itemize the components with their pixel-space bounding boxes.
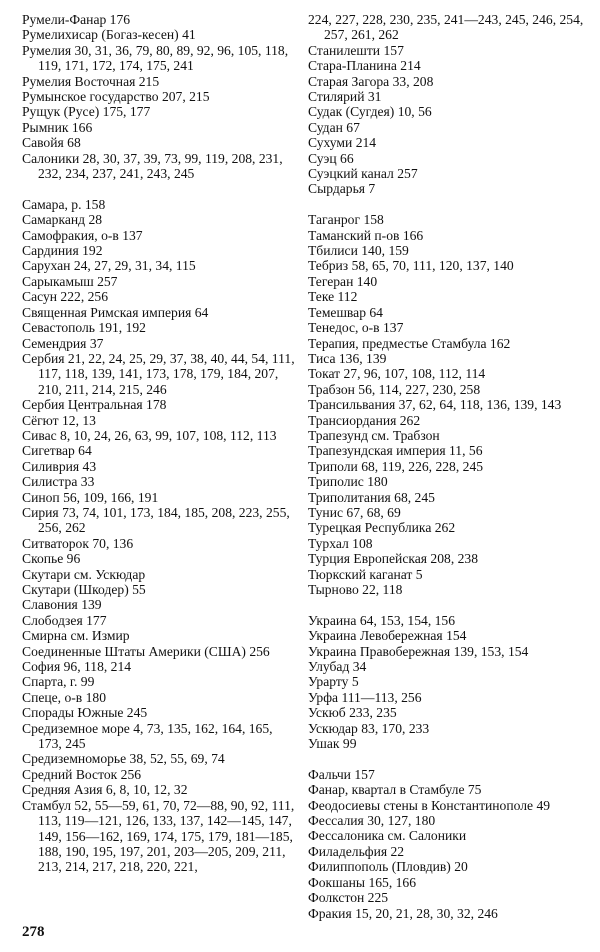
- index-entry: Сарыкамыш 257: [22, 273, 118, 289]
- index-entry: Урфа 111—113, 256: [308, 689, 422, 705]
- index-entry: Ускюдар 83, 170, 233: [308, 720, 430, 736]
- index-entry: Скутари см. Ускюдар: [22, 566, 146, 582]
- index-entry: Тюркский каганат 5: [308, 566, 423, 582]
- index-entry: Украина Правобережная 139, 153, 154: [308, 643, 529, 659]
- index-entry: Тегеран 140: [308, 273, 378, 289]
- index-entry: Фокшаны 165, 166: [308, 874, 417, 890]
- index-entry: Триполитания 68, 245: [308, 489, 435, 505]
- index-entry: Семендрия 37: [22, 335, 104, 351]
- index-entry: Фанар, квартал в Стамбуле 75: [308, 782, 482, 798]
- index-entry: Силиврия 43: [22, 458, 97, 474]
- index-entry: Румелихисар (Богаз-кесен) 41: [22, 27, 196, 43]
- index-entry: Средиземноморье 38, 52, 55, 69, 74: [22, 751, 225, 767]
- index-entry: Самарканд 28: [22, 212, 103, 228]
- index-entry: Трапезундская империя 11, 56: [308, 443, 483, 459]
- index-entry: Тенедос, о-в 137: [308, 320, 404, 336]
- index-entry: Рущук (Русе) 175, 177: [22, 104, 151, 120]
- index-entry: Филадельфия 22: [308, 843, 405, 859]
- index-entry: Севастополь 191, 192: [22, 320, 146, 336]
- index-entry: Турецкая Республика 262: [308, 520, 456, 536]
- index-entry: Таганрог 158: [308, 212, 384, 228]
- index-entry: Сербия Центральная 178: [22, 397, 167, 413]
- index-entry: Теке 112: [308, 289, 358, 305]
- index-entry: Тебриз 58, 65, 70, 111, 120, 137, 140: [308, 258, 514, 274]
- index-entry: Савойя 68: [22, 135, 81, 151]
- index-entry: Самофракия, о-в 137: [22, 227, 143, 243]
- letter-gap: [308, 751, 593, 766]
- index-entry: Румынское государство 207, 215: [22, 89, 210, 105]
- index-entry: София 96, 118, 214: [22, 659, 132, 675]
- index-entry: Скутари (Шкодер) 55: [22, 582, 146, 598]
- letter-gap: [22, 181, 297, 196]
- index-entry: Стамбул 52, 55—59, 61, 70, 72—88, 90, 92, 111, 113, 119—121, 126, 133, 137, 142—145, 147, 149, 156—162, 169, 174, 175, 179, 181—185, 188, 190, 195, 197, 201, 203—205, 209, 211, 213, 214, 217, 218, 220, 221,: [22, 797, 295, 875]
- index-entry: Судан 67: [308, 119, 360, 135]
- index-entry: Суэцкий канал 257: [308, 166, 418, 182]
- index-entry: Средиземное море 4, 73, 135, 162, 164, 165, 173, 245: [22, 720, 273, 752]
- index-entry: Украина 64, 153, 154, 156: [308, 612, 456, 628]
- index-entry: Сёгют 12, 13: [22, 412, 96, 428]
- index-entry: Средняя Азия 6, 8, 10, 12, 32: [22, 782, 188, 798]
- index-entry: Самара, р. 158: [22, 196, 106, 212]
- index-entry: Трабзон 56, 114, 227, 230, 258: [308, 381, 481, 397]
- index-entry: Салоники 28, 30, 37, 39, 73, 99, 119, 208, 231, 232, 234, 237, 241, 243, 245: [22, 150, 283, 182]
- index-entry: Румелия Восточная 215: [22, 73, 160, 89]
- index-entry: Темешвар 64: [308, 304, 383, 320]
- index-entry: Судак (Сугдея) 10, 56: [308, 104, 432, 120]
- index-entry: Спеце, о-в 180: [22, 689, 107, 705]
- index-entry: Старая Загора 33, 208: [308, 73, 434, 89]
- index-entry: Таманский п-ов 166: [308, 227, 424, 243]
- index-entry: Силистра 33: [22, 474, 95, 490]
- index-entry: Спарта, г. 99: [22, 674, 95, 690]
- index-entry: Спорады Южные 245: [22, 705, 148, 721]
- index-entry: Сардиния 192: [22, 243, 103, 259]
- index-entry: Сербия 21, 22, 24, 25, 29, 37, 38, 40, 44, 54, 111, 117, 118, 139, 141, 173, 178, 179, 184, 207, 210, 211, 214, 215, 246: [22, 350, 295, 397]
- index-entry: Скопье 96: [22, 551, 81, 567]
- index-entry: Смирна см. Измир: [22, 628, 130, 644]
- index-entry: Сасун 222, 256: [22, 289, 109, 305]
- index-entry: Триполи 68, 119, 226, 228, 245: [308, 458, 484, 474]
- index-entry: Слободзея 177: [22, 612, 107, 628]
- index-entry: Украина Левобережная 154: [308, 628, 467, 644]
- index-entry: Фолкстон 225: [308, 890, 389, 906]
- index-entry: Ситваторок 70, 136: [22, 535, 134, 551]
- index-entry: Тырново 22, 118: [308, 582, 403, 598]
- index-entry: Сирия 73, 74, 101, 173, 184, 185, 208, 223, 255, 256, 262: [22, 504, 290, 536]
- index-column-left: [22, 12, 297, 875]
- index-entry: Токат 27, 96, 107, 108, 112, 114: [308, 366, 486, 382]
- index-entry: Рымник 166: [22, 119, 93, 135]
- index-entry: Тунис 67, 68, 69: [308, 504, 401, 520]
- index-entry: Триполис 180: [308, 474, 388, 490]
- index-entry: Фессалоника см. Салоники: [308, 828, 467, 844]
- index-entry: Синоп 56, 109, 166, 191: [22, 489, 159, 505]
- index-entry: Фессалия 30, 127, 180: [308, 813, 436, 829]
- index-entry: Сухуми 214: [308, 135, 377, 151]
- index-entry: Трансиордания 262: [308, 412, 421, 428]
- index-entry: Священная Римская империя 64: [22, 304, 209, 320]
- index-entry: Турция Европейская 208, 238: [308, 551, 479, 567]
- page-number: 278: [22, 924, 45, 940]
- index-entry: Терапия, предместье Стамбула 162: [308, 335, 511, 351]
- index-entry: Соединенные Штаты Америки (США) 256: [22, 643, 270, 659]
- index-entry: Ускюб 233, 235: [308, 705, 397, 721]
- index-entry: Улубад 34: [308, 659, 367, 675]
- index-entry: Трансильвания 37, 62, 64, 118, 136, 139, 143: [308, 397, 562, 413]
- index-entry: Славония 139: [22, 597, 102, 613]
- index-entry: Сарухан 24, 27, 29, 31, 34, 115: [22, 258, 196, 274]
- index-entry: Станилешти 157: [308, 42, 404, 58]
- index-entry: Фракия 15, 20, 21, 28, 30, 32, 246: [308, 905, 498, 921]
- index-entry: Сигетвар 64: [22, 443, 92, 459]
- index-entry: Тиса 136, 139: [308, 350, 387, 366]
- letter-gap: [308, 197, 593, 212]
- index-entry: Румели-Фанар 176: [22, 12, 131, 27]
- index-entry: Стара-Планина 214: [308, 58, 421, 74]
- index-entry: 224, 227, 228, 230, 235, 241—243, 245, 246, 254, 257, 261, 262: [308, 12, 584, 43]
- index-entry: Фальчи 157: [308, 766, 375, 782]
- index-entry: Турхал 108: [308, 535, 373, 551]
- index-entry: Сырдарья 7: [308, 181, 376, 197]
- index-entry: Средний Восток 256: [22, 766, 142, 782]
- index-entry: Тбилиси 140, 159: [308, 243, 409, 259]
- index-entry: Ушак 99: [308, 736, 357, 752]
- index-entry: Феодосиевы стены в Константинополе 49: [308, 797, 551, 813]
- letter-gap: [308, 597, 593, 612]
- index-column-right: [308, 12, 593, 921]
- index-entry: Румелия 30, 31, 36, 79, 80, 89, 92, 96, 105, 118, 119, 171, 172, 174, 175, 241: [22, 42, 289, 74]
- index-entry: Урарту 5: [308, 674, 359, 690]
- index-entry: Стилярий 31: [308, 89, 382, 105]
- index-entry: Суэц 66: [308, 150, 354, 166]
- index-entry: Филиппополь (Пловдив) 20: [308, 859, 468, 875]
- index-entry: Сивас 8, 10, 24, 26, 63, 99, 107, 108, 112, 113: [22, 427, 277, 443]
- index-entry: Трапезунд см. Трабзон: [308, 427, 440, 443]
